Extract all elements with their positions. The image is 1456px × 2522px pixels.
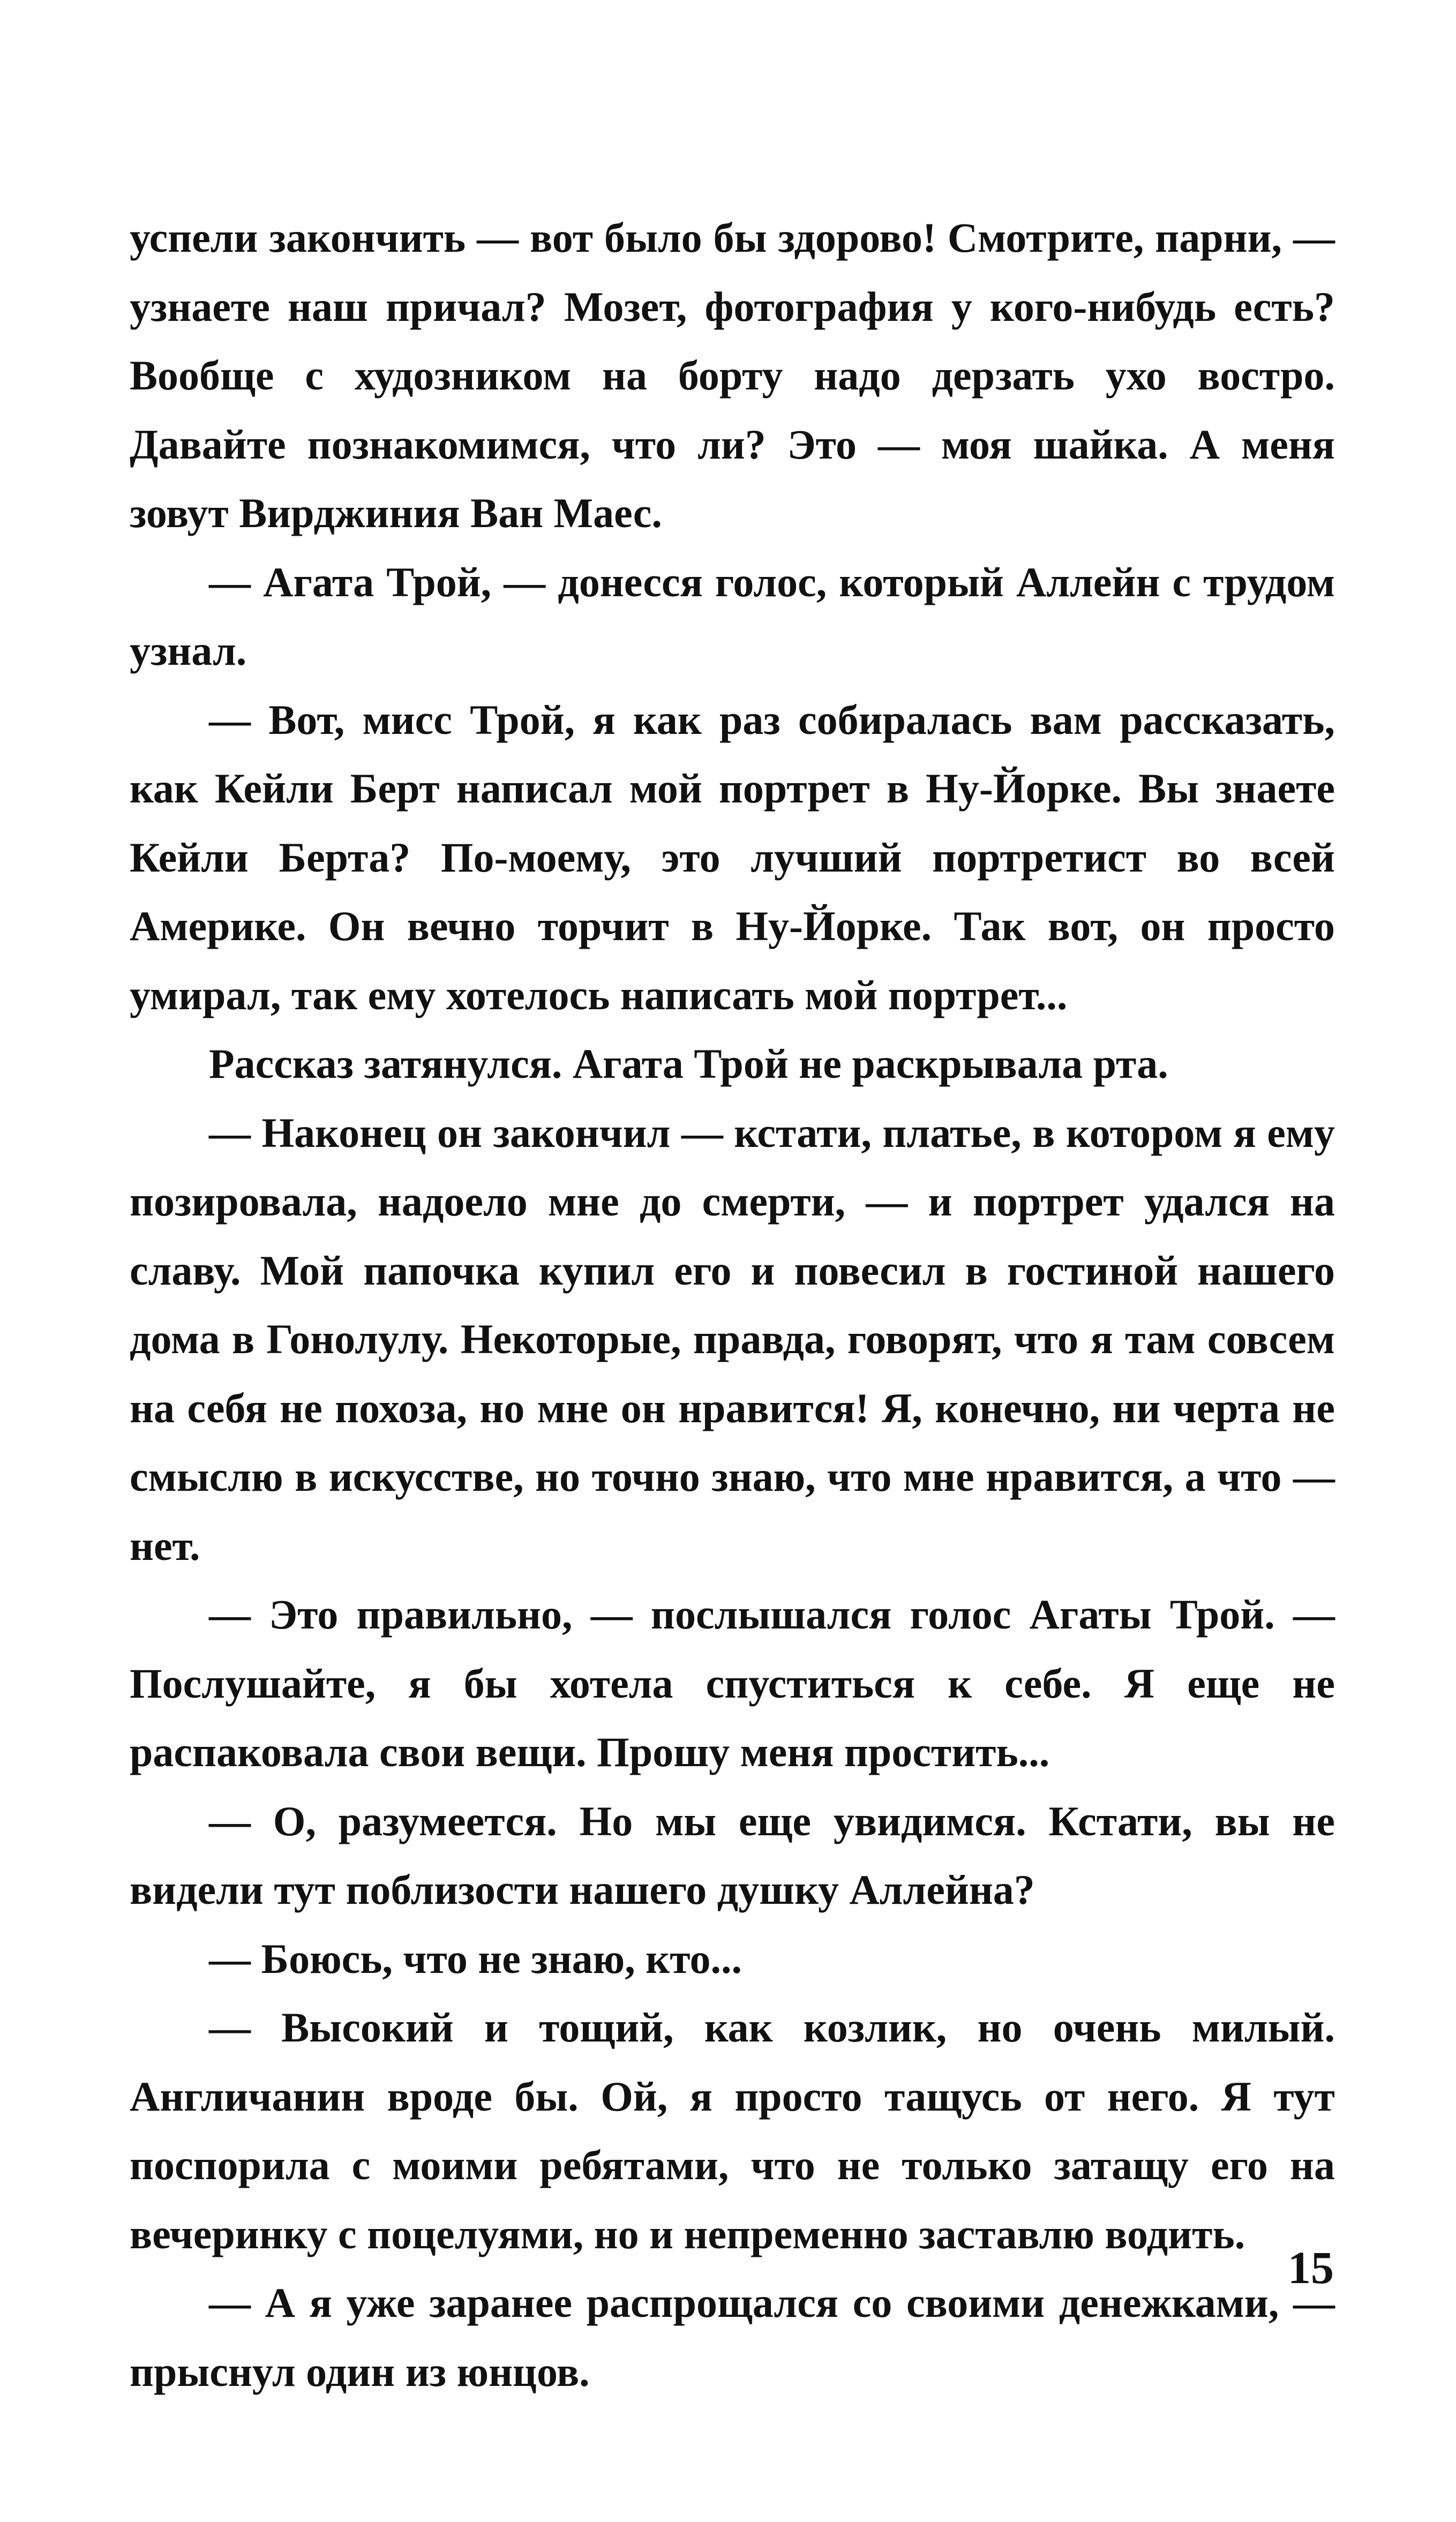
paragraph-10: — А я уже заранее распрощался со своими денежками, — прыснул один из юнцов. (130, 2279, 1335, 2395)
paragraph-5: — Наконец он закончил — кстати, платье, в котором я ему позировала, надоело мне до смерти, — и портрет удался на славу. Мой папочка купил его и повесил в гостиной нашего дома в Гонолулу. Некоторые, правда, говорят, что я там совсем на себя не похоза, но мне он нравится! Я, конечно, ни черта не смыслю в искусстве, но точно знаю, что мне нравится, а что — нет. (130, 1109, 1335, 1569)
page-number: 15 (1288, 2242, 1334, 2293)
paragraph-4: Рассказ затянулся. Агата Трой не раскрывала рта. (209, 1040, 1168, 1087)
paragraph-2: — Агата Трой, — донесся голос, который Аллейн с трудом узнал. (130, 558, 1335, 674)
paragraph-6: — Это правильно, — послышался голос Агаты Трой. — Послушайте, я бы хотела спуститься к себе. Я еще не распаковала свои вещи. Прошу меня простить... (130, 1591, 1335, 1775)
body-text (130, 204, 1335, 2406)
paragraph-7: — О, разумеется. Но мы еще увидимся. Кстати, вы не видели тут поблизости нашего душку Аллейна? (130, 1797, 1335, 1913)
paragraph-9: — Высокий и тощий, как козлик, но очень милый. Англичанин вроде бы. Ой, я просто тащусь от него. Я тут поспорила с моими ребятами, что не только затащу его на вечеринку с поцелуями, но и непременно заставлю водить. (130, 2004, 1335, 2257)
paragraph-1: успели закончить — вот было бы здорово! Смотрите, парни, — узнаете наш причал? Мозет, фотография у кого-нибудь есть? Вообще с худозником на борту надо дерзать ухо востро. Давайте познакомимся, что ли? Это — моя шайка. А меня зовут Вирджиния Ван Маес. (130, 214, 1335, 536)
paragraph-8: — Боюсь, что не знаю, кто... (209, 1935, 742, 1982)
paragraph-3: — Вот, мисс Трой, я как раз собиралась вам рассказать, как Кейли Берт написал мой портрет в Ну-Йорке. Вы знаете Кейли Берта? По-моему, это лучший портретист во всей Америке. Он вечно торчит в Ну-Йорке. Так вот, он просто умирал, так ему хотелось написать мой портрет... (130, 696, 1335, 1018)
